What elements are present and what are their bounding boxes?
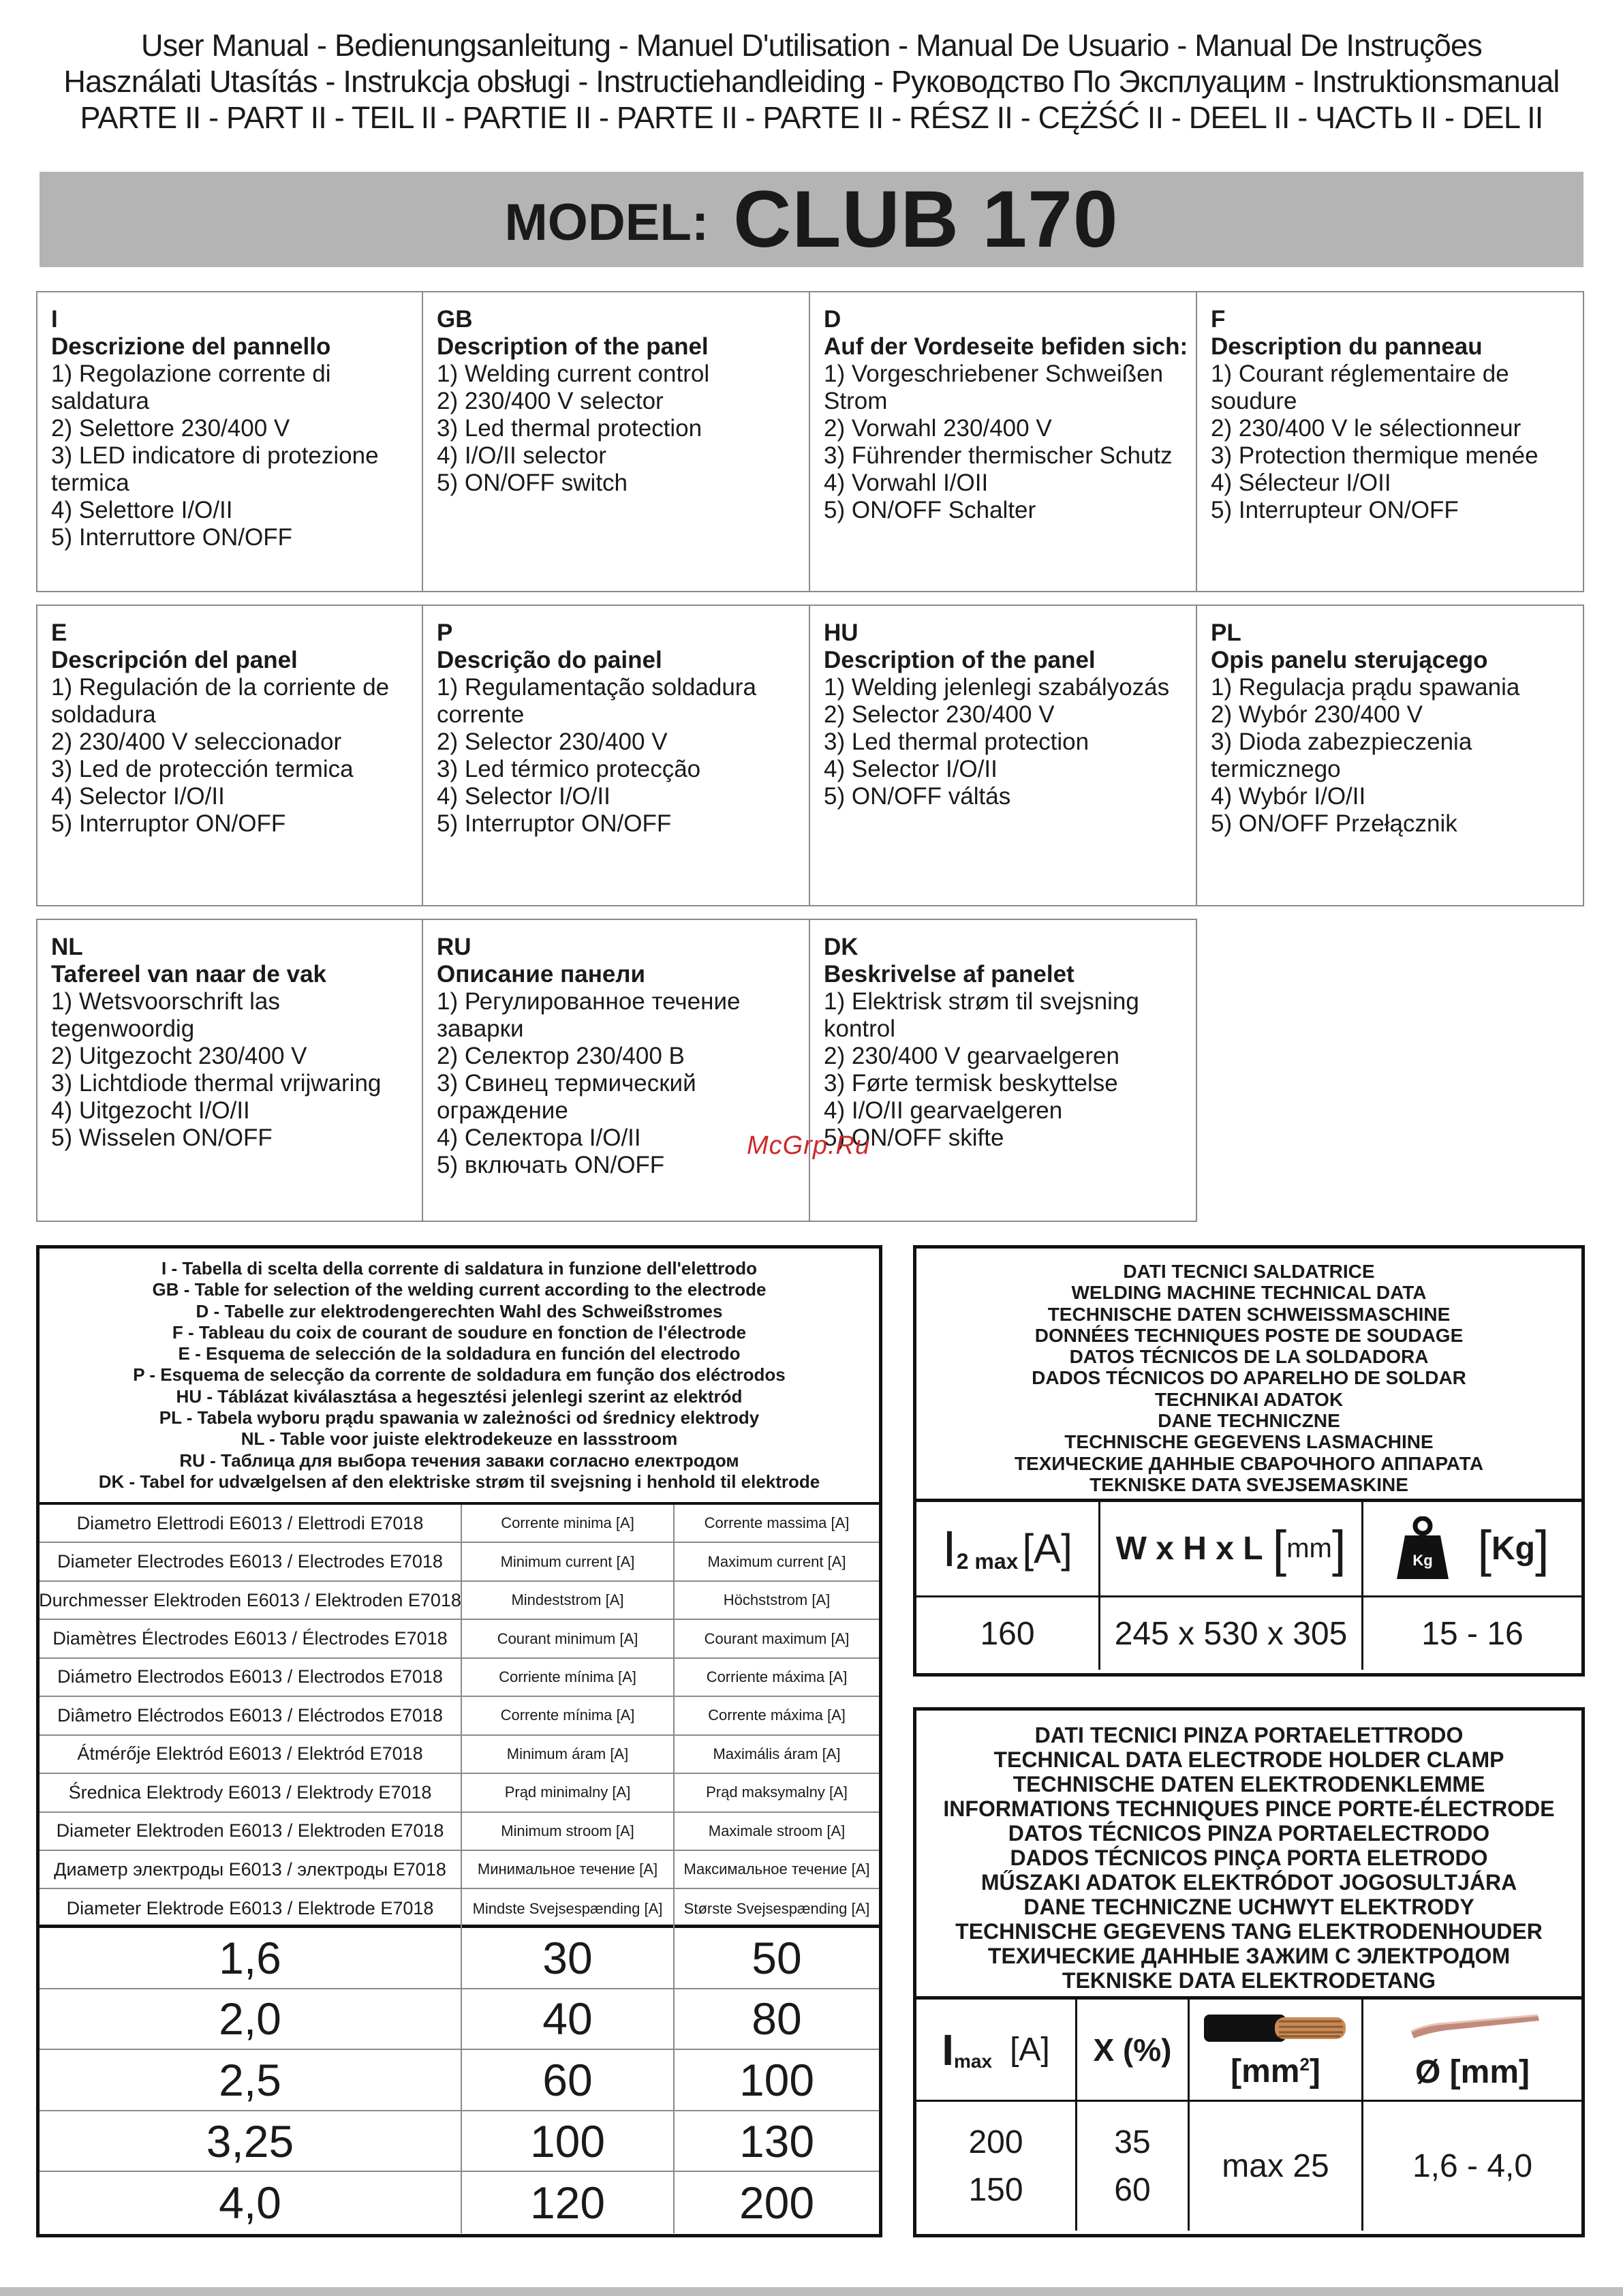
bracket-close: ] — [1331, 1520, 1346, 1577]
heading-line: RU - Таблица для выбора течения заваки согласно електродом — [179, 1450, 739, 1471]
panel-item: 5) ON/OFF switch — [437, 470, 628, 496]
panel-item: 4) Vorwahl I/OII — [824, 470, 989, 496]
panel-lang-code: HU — [824, 619, 859, 646]
clamp-current-value: 150 — [968, 2172, 1023, 2209]
machine-tech-data — [913, 1245, 1585, 1677]
heading-line: DATI TECNICI SALDATRICE — [1123, 1261, 1375, 1282]
heading-line: E - Esquema de selección de la soldadura en función del electrodo — [178, 1343, 741, 1364]
dimensions-label: W x H x L — [1115, 1531, 1263, 1567]
bottom-bar — [0, 2287, 1623, 2296]
max-current-label: Courant maximum [A] — [704, 1629, 850, 1647]
panel-item: 4) I/O/II gearvaelgeren — [824, 1097, 1063, 1124]
diameter-label: Diametro Elettrodi E6013 / Elettrodi E7018 — [40, 1505, 462, 1542]
heading-line: HU - Táblázat kiválasztása a hegesztési jelenlegi szerint az elektród — [176, 1386, 743, 1407]
cable-section-value: max 25 — [1190, 2102, 1363, 2231]
duty-cycle-value: 35 — [1114, 2124, 1151, 2160]
panel-title: Opis panelu sterującego — [1211, 647, 1488, 673]
cable-section-header — [1190, 2000, 1363, 2100]
electrode-diameter-value: 1,6 - 4,0 — [1412, 2148, 1533, 2184]
current-unit: [A] — [1022, 1526, 1072, 1572]
panel-title: Beskrivelse af panelet — [824, 961, 1075, 988]
panel-description-ru — [423, 919, 810, 1222]
panel-item: 1) Regolazione corrente di saldatura — [51, 361, 331, 414]
min-current-label: Corrente mínima [A] — [462, 1697, 675, 1734]
panel-title: Description of the panel — [824, 647, 1096, 673]
tech-header-row — [916, 1502, 1581, 1597]
panel-row-1 — [36, 291, 1584, 592]
panel-item: 2) 230/400 V le sélectionneur — [1211, 415, 1521, 442]
heading-line: WELDING MACHINE TECHNICAL DATA — [1071, 1282, 1427, 1304]
panel-item: 2) Селектор 230/400 В — [437, 1043, 685, 1069]
panel-item: 3) Führender thermischer Schutz — [824, 442, 1173, 469]
panel-item: 3) Lichtdiode thermal vrijwaring — [51, 1070, 382, 1097]
max-current-value: 130 — [739, 2115, 815, 2167]
panel-lang-code: E — [51, 619, 67, 646]
current-selection-table — [36, 1245, 882, 2237]
panel-description-nl — [36, 919, 423, 1222]
max-current-value: 100 — [739, 2054, 815, 2105]
max-current-label: Prąd maksymalny [A] — [706, 1784, 848, 1801]
heading-line: D - Tabelle zur elektrodengerechten Wahl des Schweißstromes — [196, 1300, 723, 1321]
bracket-open: [ — [1477, 1520, 1491, 1577]
current-symbol: I — [942, 1520, 957, 1577]
manual-header — [0, 27, 1623, 136]
panel-item: 4) Селектора I/O/II — [437, 1124, 641, 1151]
diameter-value: 4,0 — [40, 2172, 462, 2233]
panel-item: 3) Led thermal protection — [437, 415, 702, 442]
panel-item: 5) Interrupteur ON/OFF — [1211, 497, 1459, 523]
panel-title: Descripción del panel — [51, 647, 298, 673]
diameter-value: 3,25 — [40, 2111, 462, 2171]
panel-title: Description of the panel — [437, 333, 709, 360]
panel-item: 3) Dioda zabezpieczenia termicznego — [1211, 729, 1472, 782]
heading-line: DATOS TÉCNICOS DE LA SOLDADORA — [1069, 1346, 1429, 1368]
panel-item: 4) Selector I/O/II — [824, 756, 998, 782]
heading-line: TEKNISKE DATA SVEJSEMASKINE — [1089, 1473, 1408, 1495]
selection-table-heading — [40, 1249, 879, 1505]
weight-icon-label: Kg — [1412, 1551, 1434, 1569]
min-current-value: 40 — [462, 1989, 675, 2049]
diameter-label: Diamètres Électrodes E6013 / Électrodes E7018 — [40, 1620, 462, 1657]
table-row — [40, 1889, 879, 1927]
heading-line: TECHNISCHE GEGEVENS LASMACHINE — [1064, 1431, 1434, 1453]
panel-lang-code: NL — [51, 934, 83, 960]
heading-line: TECHNISCHE DATEN SCHWEISSMASCHINE — [1047, 1303, 1451, 1325]
heading-line: PL - Tabela wyboru prądu spawania w zależności od średnicy elektrody — [159, 1407, 760, 1428]
panel-item: 3) Førte termisk beskyttelse — [824, 1070, 1118, 1097]
panel-item: 2) 230/400 V seleccionador — [51, 729, 342, 755]
model-band — [40, 172, 1583, 267]
clamp-current-values — [916, 2102, 1077, 2231]
panel-item: 3) LED indicatore di protezione termica — [51, 442, 379, 496]
panel-title: Описание панели — [437, 961, 646, 988]
current-header — [916, 1502, 1100, 1595]
panel-item: 5) ON/OFF Schalter — [824, 497, 1036, 523]
header-line: User Manual - Bedienungsanleitung - Manuel D'utilisation - Manual De Usuario - Manual De Instruções — [141, 28, 1482, 63]
heading-line: P - Esquema de selecção da corrente de soldadura em função dos eléctrodos — [133, 1364, 786, 1386]
panel-item: 1) Regulación de la corriente de soldadura — [51, 674, 390, 728]
table-row — [40, 1620, 879, 1658]
min-current-value: 100 — [462, 2111, 675, 2171]
table-row — [40, 1928, 879, 1989]
min-current-label: Mindeststrom [A] — [462, 1582, 675, 1619]
column-label-rows — [40, 1505, 879, 1928]
heading-line: DK - Tabel for udvælgelsen af den elektriske strøm til svejsning i henhold til elektrode — [98, 1471, 820, 1492]
table-row — [40, 1813, 879, 1851]
diameter-value: 2,5 — [40, 2050, 462, 2110]
heading-line: ТЕХИЧЕСКИЕ ДАННЫЕ ЗАЖИМ С ЭЛЕКТРОДОМ — [987, 1944, 1511, 1968]
heading-line: MŰSZAKI ADATOK ELEKTRÓDOT JOGOSULTJÁRA — [980, 1870, 1517, 1895]
duty-values-stack — [1114, 2102, 1150, 2231]
panel-title: Descrizione del pannello — [51, 333, 331, 360]
duty-cycle-value: 60 — [1114, 2172, 1151, 2209]
panel-lang-code: F — [1211, 306, 1226, 333]
panel-description-gb — [423, 291, 810, 592]
heading-line: TECHNIKAI ADATOK — [1154, 1388, 1344, 1410]
table-row — [40, 1774, 879, 1812]
table-row — [40, 1989, 879, 2051]
panel-item: 2) Wybór 230/400 V — [1211, 701, 1423, 728]
max-current-value: 50 — [752, 1932, 802, 1983]
panel-item: 4) Selector I/O/II — [437, 783, 610, 810]
max-current-label: Største Svejsespænding [A] — [683, 1899, 870, 1917]
panel-description-pt — [423, 604, 810, 906]
section-superscript: 2 — [1299, 2054, 1310, 2075]
dimensions-value: 245 x 530 x 305 — [1100, 1597, 1363, 1670]
clamp-current-value: 200 — [968, 2124, 1023, 2160]
panel-description-dk — [810, 919, 1197, 1222]
panel-item: 1) Regulacja prądu spawania — [1211, 674, 1520, 701]
cable-icon — [1203, 2009, 1348, 2047]
heading-line: DONNÉES TECHNIQUES POSTE DE SOUDAGE — [1034, 1324, 1464, 1346]
watermark: McGrp.Ru — [747, 1131, 871, 1160]
panel-item: 3) Protection thermique menée — [1211, 442, 1539, 469]
panel-item: 5) ON/OFF váltás — [824, 783, 1011, 810]
max-current-label: Corrente massima [A] — [704, 1514, 850, 1532]
current-subscript: max — [954, 2050, 993, 2072]
panel-item: 2) 230/400 V selector — [437, 388, 664, 414]
diameter-label: Átmérője Elektród E6013 / Elektród E7018 — [40, 1736, 462, 1773]
heading-line: DANE TECHNICZNE UCHWYT ELEKTRODY — [1023, 1895, 1474, 1919]
heading-line: I - Tabella di scelta della corrente di saldatura in funzione dell'elettrodo — [161, 1258, 757, 1279]
current-subscript: 2 max — [956, 1549, 1019, 1574]
panel-title: Tafereel van naar de vak — [51, 961, 327, 988]
panel-item: 5) ON/OFF Przełącznik — [1211, 810, 1457, 837]
diameter-label: Diameter Elektrode E6013 / Elektrode E7018 — [40, 1889, 462, 1927]
max-current-label: Maximális áram [A] — [713, 1745, 841, 1762]
heading-line: DADOS TÉCNICOS DO APARELHO DE SOLDAR — [1032, 1367, 1466, 1389]
weight-header — [1363, 1502, 1581, 1595]
model-name: CLUB 170 — [733, 174, 1119, 264]
panel-item: 4) Uitgezocht I/O/II — [51, 1097, 250, 1124]
min-current-value: 30 — [462, 1928, 675, 1988]
clamp-tech-data — [913, 1707, 1585, 2237]
section-close: ] — [1309, 2053, 1320, 2090]
heading-line: TEKNISKE DATA ELEKTRODETANG — [1062, 1968, 1436, 1993]
duty-cycle-values — [1077, 2102, 1190, 2231]
panel-item: 1) Vorgeschriebener Schweißen Strom — [824, 361, 1164, 414]
panel-lang-code: P — [437, 619, 453, 646]
panel-item: 2) Selettore 230/400 V — [51, 415, 290, 442]
panel-item: 3) Led térmico protecção — [437, 756, 701, 782]
weight-unit: Kg — [1491, 1531, 1535, 1567]
panel-item: 4) Sélecteur I/OII — [1211, 470, 1391, 496]
header-line: Használati Utasítás - Instrukcja obsługi - Instructiehandleiding - Руководство По Эксплуацим - Instruktionsmanual — [63, 64, 1560, 99]
min-current-label: Prąd minimalny [A] — [462, 1774, 675, 1811]
diameter-label: Diámetro Electrodos E6013 / Electrodos E7018 — [40, 1659, 462, 1696]
panel-lang-code: RU — [437, 934, 472, 960]
panel-description-hu — [810, 604, 1197, 906]
panel-row-3 — [36, 919, 1197, 1222]
panel-item: 4) Selector I/O/II — [51, 783, 225, 810]
panel-title: Descrição do painel — [437, 647, 662, 673]
clamp-value-row — [916, 2102, 1581, 2231]
panel-row-2 — [36, 604, 1584, 906]
min-current-label: Corriente mínima [A] — [462, 1659, 675, 1696]
clamp-header-row — [916, 2000, 1581, 2102]
panel-item: 1) Welding jelenlegi szabályozás — [824, 674, 1170, 701]
panel-item: 1) Regulamentação soldadura corrente — [437, 674, 756, 728]
panel-item: 4) Selettore I/O/II — [51, 497, 233, 523]
panel-item: 3) Свинец термический ограждение — [437, 1070, 696, 1124]
model-label: MODEL: — [504, 193, 709, 251]
bracket-close: ] — [1534, 1520, 1549, 1577]
table-row — [40, 1659, 879, 1697]
table-row — [40, 1582, 879, 1620]
panel-item: 5) Interruptor ON/OFF — [437, 810, 672, 837]
heading-line: TECHNISCHE DATEN ELEKTRODENKLEMME — [1013, 1772, 1485, 1796]
panel-item: 1) Courant réglementaire de soudure — [1211, 361, 1509, 414]
panel-item: 5) Interruttore ON/OFF — [51, 524, 292, 551]
panel-item: 4) I/O/II selector — [437, 442, 606, 469]
min-current-label: Minimum stroom [A] — [462, 1813, 675, 1850]
electrode-diameter-header — [1363, 2000, 1581, 2100]
bracket-open: [ — [1272, 1520, 1287, 1577]
header-line: PARTE II - PART II - TEIL II - PARTIE II - PARTE II - PARTE II - RÉSZ II - CĘŻŚĆ II - DEEL II - ЧАСТЬ II - DEL II — [80, 100, 1543, 135]
min-current-label: Minimum áram [A] — [462, 1736, 675, 1773]
heading-line: DATI TECNICI PINZA PORTAELETTRODO — [1034, 1723, 1464, 1747]
min-current-label: Mindste Svejsespænding [A] — [462, 1889, 675, 1927]
heading-line: GB - Table for selection of the welding current according to the electrode — [152, 1279, 767, 1300]
clamp-current-header — [916, 2000, 1077, 2100]
panel-item: 1) Welding current control — [437, 361, 710, 387]
current-unit: [A] — [1010, 2032, 1050, 2068]
panel-description-it — [36, 291, 423, 592]
heading-line: DATOS TÉCNICOS PINZA PORTAELECTRODO — [1008, 1821, 1490, 1846]
diameter-label: Диаметр электроды E6013 / электроды E7018 — [40, 1851, 462, 1888]
max-current-label: Corrente máxima [A] — [708, 1706, 846, 1724]
electrode-diameter-label: Ø [mm] — [1415, 2054, 1530, 2090]
panel-lang-code: D — [824, 306, 841, 333]
diameter-label: Diâmetro Eléctrodos E6013 / Eléctrodos E7018 — [40, 1697, 462, 1734]
current-symbol: I — [942, 2025, 955, 2075]
panel-item: 2) Selector 230/400 V — [437, 729, 668, 755]
panel-item: 1) Wetsvoorschrift las tegenwoordig — [51, 988, 280, 1042]
panel-item: 5) ON/OFF skifte — [824, 1124, 1004, 1151]
panel-description-de — [810, 291, 1197, 592]
tech-data-heading — [916, 1249, 1581, 1502]
panel-item: 5) Wisselen ON/OFF — [51, 1124, 273, 1151]
max-current-value: 80 — [752, 1993, 802, 2045]
heading-line: TECHNICAL DATA ELECTRODE HOLDER CLAMP — [993, 1747, 1504, 1772]
panel-item: 5) Interruptor ON/OFF — [51, 810, 286, 837]
min-current-label: Courant minimum [A] — [462, 1620, 675, 1657]
panel-item: 1) Elektrisk strøm til svejsning kontrol — [824, 988, 1139, 1042]
panel-title: Description du panneau — [1211, 333, 1483, 360]
table-row — [40, 1697, 879, 1735]
panel-item: 3) Led de protección termica — [51, 756, 354, 782]
panel-lang-code: DK — [824, 934, 859, 960]
diameter-label: Diameter Electrodes E6013 / Electrodes E7018 — [40, 1543, 462, 1580]
diameter-label: Średnica Elektrody E6013 / Elektrody E7018 — [40, 1774, 462, 1811]
section-unit: [mm — [1231, 2053, 1300, 2090]
min-current-label: Minimum current [A] — [462, 1543, 675, 1580]
max-current-label: Corriente máxima [A] — [706, 1668, 848, 1685]
min-current-label: Минимальное течение [A] — [462, 1851, 675, 1888]
diameter-value: 2,0 — [40, 1989, 462, 2049]
duty-cycle-label: X (%) — [1093, 2032, 1172, 2068]
heading-line: TECHNISCHE GEGEVENS TANG ELEKTRODENHOUDER — [955, 1919, 1543, 1944]
panel-description-pl — [1197, 604, 1584, 906]
panel-item: 3) Led thermal protection — [824, 729, 1089, 755]
max-current-label: Maximale stroom [A] — [708, 1822, 846, 1839]
panel-lang-code: PL — [1211, 619, 1241, 646]
diameter-label: Diameter Elektroden E6013 / Elektroden E7018 — [40, 1813, 462, 1850]
heading-line: INFORMATIONS TECHNIQUES PINCE PORTE-ÉLECTRODE — [943, 1796, 1555, 1821]
table-row — [40, 1543, 879, 1581]
max-current-label: Maximum current [A] — [707, 1552, 846, 1570]
max-current-label: Максимальное течение [A] — [683, 1861, 870, 1878]
panel-item: 4) Wybór I/O/II — [1211, 783, 1366, 810]
duty-cycle-header — [1077, 2000, 1190, 2100]
min-current-label: Corrente minima [A] — [462, 1505, 675, 1542]
tech-value-row — [916, 1597, 1581, 1670]
heading-line: F - Tableau du coix de courant de soudure en fonction de l'électrode — [172, 1321, 747, 1343]
panel-title: Auf der Vordeseite befiden sich: — [824, 333, 1188, 360]
min-current-value: 120 — [462, 2172, 675, 2233]
table-row — [40, 1505, 879, 1543]
heading-line: ТЕХИЧЕСКИЕ ДАННЫЕ СВАРОЧНОГО АППАРАТА — [1014, 1452, 1484, 1474]
dimensions-unit: mm — [1286, 1533, 1332, 1563]
panel-lang-code: I — [51, 306, 58, 333]
clamp-data-heading — [916, 1711, 1581, 2000]
min-current-value: 60 — [462, 2050, 675, 2110]
table-row — [40, 1851, 879, 1889]
panel-item: 2) Uitgezocht 230/400 V — [51, 1043, 307, 1069]
panel-description-es — [36, 604, 423, 906]
panel-item: 2) Selector 230/400 V — [824, 701, 1055, 728]
diameter-value: 1,6 — [40, 1928, 462, 1988]
heading-line: DANE TECHNICZNE — [1158, 1410, 1340, 1432]
max-current-value: 200 — [739, 2177, 815, 2229]
panel-item: 5) включать ON/OFF — [437, 1152, 665, 1178]
table-row — [40, 1736, 879, 1774]
weight-icon — [1395, 1516, 1450, 1582]
electrode-rod-icon — [1404, 2008, 1541, 2049]
table-row — [40, 2111, 879, 2173]
table-row — [40, 2172, 879, 2233]
current-value: 160 — [916, 1597, 1100, 1670]
value-rows — [40, 1928, 879, 2233]
diameter-label: Durchmesser Elektroden E6013 / Elektroden E7018 — [40, 1582, 462, 1619]
panel-description-fr — [1197, 291, 1584, 592]
current-values-stack — [968, 2102, 1023, 2231]
heading-line: NL - Table voor juiste elektrodekeuze en lassstroom — [241, 1428, 678, 1450]
weight-value: 15 - 16 — [1421, 1615, 1524, 1652]
panel-lang-code: GB — [437, 306, 473, 333]
panel-item: 1) Регулированное течение заварки — [437, 988, 741, 1042]
table-row — [40, 2050, 879, 2111]
heading-line: DADOS TÉCNICOS PINÇA PORTA ELETRODO — [1010, 1846, 1488, 1870]
cable-section-unit — [1231, 2053, 1320, 2090]
max-current-label: Höchststrom [A] — [723, 1591, 831, 1609]
panel-item: 2) 230/400 V gearvaelgeren — [824, 1043, 1119, 1069]
dimensions-header — [1100, 1502, 1363, 1595]
panel-item: 2) Vorwahl 230/400 V — [824, 415, 1052, 442]
